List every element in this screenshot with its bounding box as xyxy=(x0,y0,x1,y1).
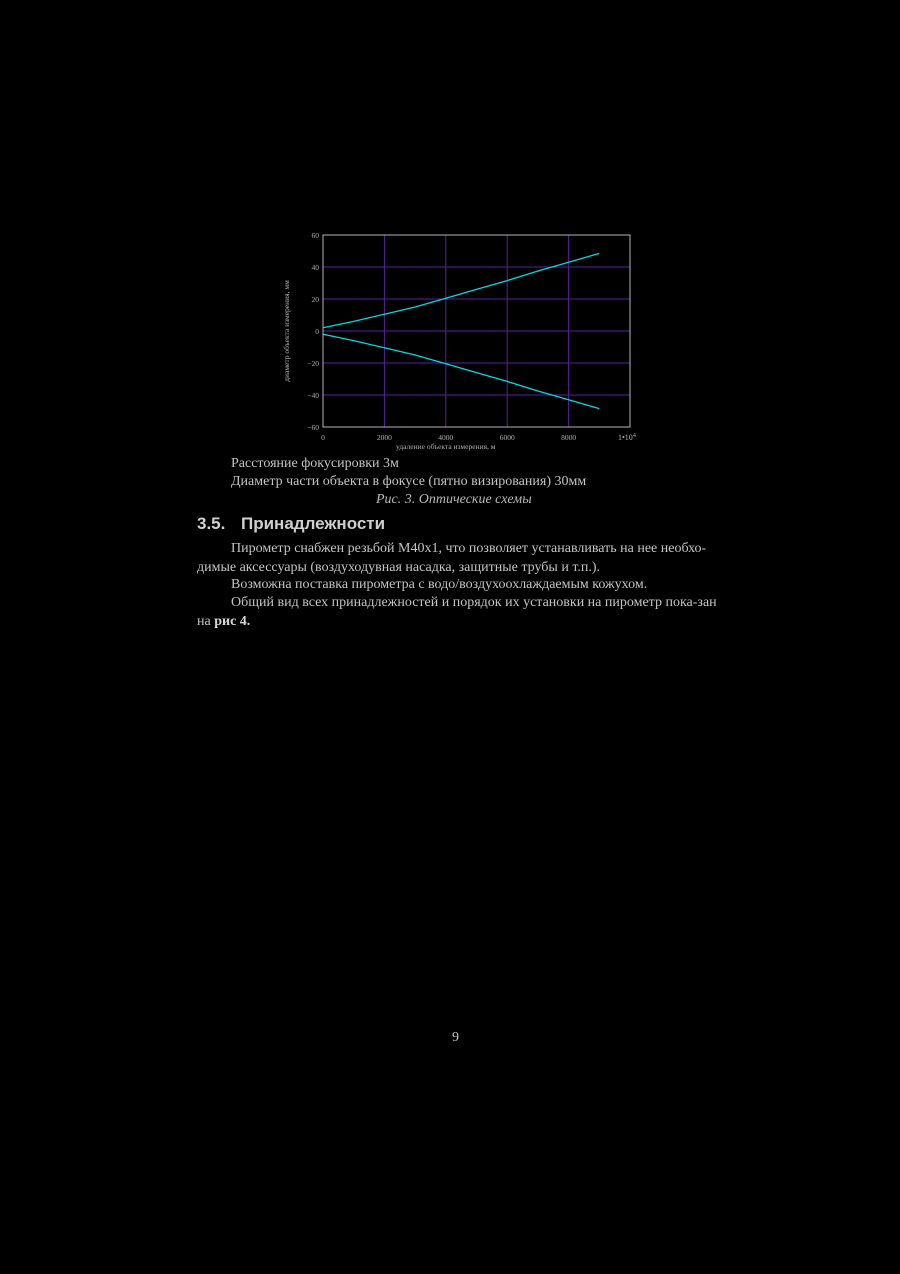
section-number: 3.5. xyxy=(197,514,226,533)
y-tick-label: 40 xyxy=(311,263,319,272)
y-tick-label: 0 xyxy=(315,327,319,336)
section-heading xyxy=(197,513,385,535)
y-tick-label: −20 xyxy=(307,359,319,368)
x-tick-label: 4000 xyxy=(438,433,454,442)
optical-diagram-chart xyxy=(275,225,645,460)
y-tick-label: −40 xyxy=(307,391,319,400)
series-line-2 xyxy=(323,334,599,408)
x-tick-labels xyxy=(321,433,576,442)
y-tick-label: 20 xyxy=(311,295,319,304)
x-tick-label: 2000 xyxy=(376,433,392,442)
figure-caption: Рис. 3. Оптические схемы xyxy=(376,492,532,507)
y-tick-label: −60 xyxy=(307,423,319,432)
x-tick-label: 6000 xyxy=(499,433,515,442)
y-tick-label: 60 xyxy=(311,231,319,240)
focus-distance-text: Расстояние фокусировки 3м xyxy=(231,456,399,471)
y-tick-labels xyxy=(307,231,319,432)
paragraph-thread-text: Пирометр снабжен резьбой М40х1, что позволяет устанавливать на нее необхо-димые аксессуары (воздуходувная насадка, защитные трубы и т.п.). xyxy=(197,541,707,575)
x-axis-label: удаление объекта измерения, м xyxy=(396,442,496,451)
paragraph-accessories-text: Общий вид всех принадлежностей и порядок их установки на пирометр пока-зан на xyxy=(197,595,717,629)
section-title: Принадлежности xyxy=(241,514,386,533)
series-line-1 xyxy=(323,253,599,327)
paragraph-accessories xyxy=(197,594,725,631)
chart-svg xyxy=(275,225,645,460)
x-tick-label: 8000 xyxy=(561,433,577,442)
figure-reference: рис 4. xyxy=(214,613,251,629)
y-axis-label: диаметр объекта измерения, мм xyxy=(282,280,291,382)
paragraph-cooling xyxy=(197,576,725,595)
spot-diameter-text: Диаметр части объекта в фокусе (пятно визирования) 30мм xyxy=(231,474,587,489)
x-tick-label: 0 xyxy=(321,433,325,442)
paragraph-thread xyxy=(197,540,725,577)
x-axis-multiplier: $1•10^4$ xyxy=(618,433,636,442)
grid-layer xyxy=(323,235,630,427)
page-number: 9 xyxy=(452,1030,459,1045)
paragraph-cooling-text: Возможна поставка пирометра с водо/воздухоохлаждаемым кожухом. xyxy=(231,577,648,592)
